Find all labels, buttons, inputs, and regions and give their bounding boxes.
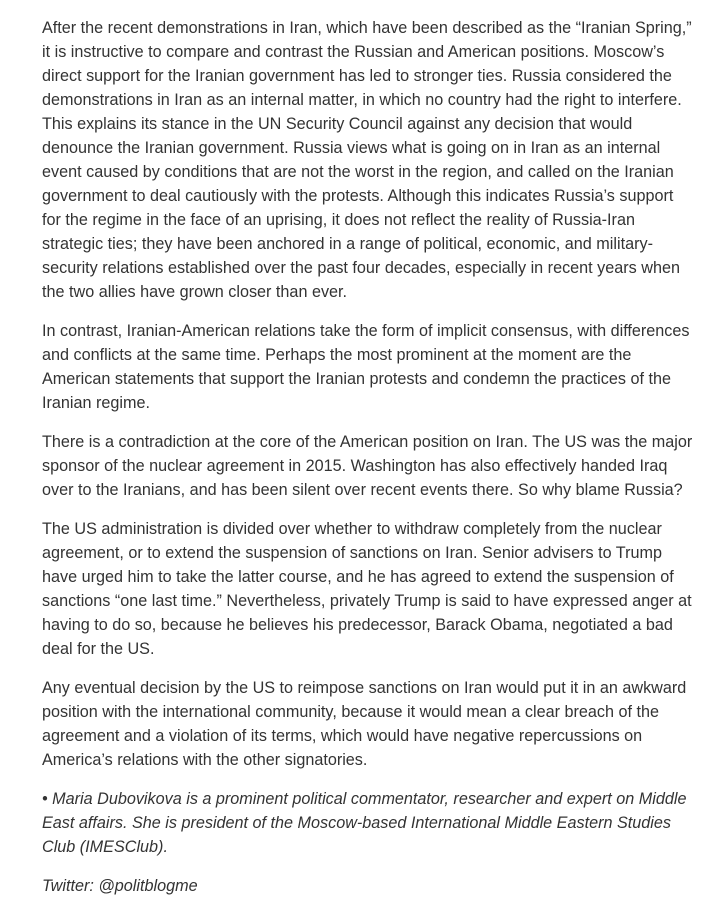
article-paragraph: There is a contradiction at the core of the American position on Iran. The US was the major sponsor of the nuclear agreement in 2015. Washington has also effectively handed Iraq over to the Iranians, and has been silent over recent events there. So why blame Russia? bbox=[42, 433, 693, 499]
author-twitter: Twitter: @politblogme bbox=[42, 877, 198, 895]
article-paragraph: In contrast, Iranian-American relations take the form of implicit consensus, with differences and conflicts at the same time. Perhaps the most prominent at the moment are the American statements that support the Iranian protests and condemn the practices of the Iranian regime. bbox=[42, 322, 690, 412]
article-paragraph: After the recent demonstrations in Iran, which have been described as the “Iranian Spring,” it is instructive to compare and contrast the Russian and American positions. Moscow’s direct support for the Iranian government has led to stronger ties. Russia considered the demonstrations in Iran as an internal matter, in which no country had the right to interfere. This explains its stance in the UN Security Council against any decision that would denounce the Iranian government. Russia views what is going on in Iran as an internal event caused by conditions that are not the worst in the region, and called on the Iranian government to deal cautiously with the protests. Although this indicates Russia’s support for the regime in the face of an uprising, it does not reflect the reality of Russia-Iran strategic ties; they have been anchored in a range of political, economic, and military-security relations established over the past four decades, especially in recent years when the two allies have grown closer than ever. bbox=[42, 19, 692, 301]
article-paragraph: Any eventual decision by the US to reimpose sanctions on Iran would put it in an awkward position with the international community, because it would mean a clear breach of the agreement and a violation of its terms, which would have negative repercussions on America’s relations with the other signatories. bbox=[42, 679, 687, 769]
author-bio: • Maria Dubovikova is a prominent political commentator, researcher and expert on Middle East affairs. She is president of the Moscow-based International Middle Eastern Studies Club (IMESClub). bbox=[42, 790, 687, 856]
article-paragraph: The US administration is divided over whether to withdraw completely from the nuclear agreement, or to extend the suspension of sanctions on Iran. Senior advisers to Trump have urged him to take the latter course, and he has agreed to extend the suspension of sanctions “one last time.” Nevertheless, privately Trump is said to have expressed anger at having to do so, because he believes his predecessor, Barack Obama, negotiated a bad deal for the US. bbox=[42, 520, 692, 658]
